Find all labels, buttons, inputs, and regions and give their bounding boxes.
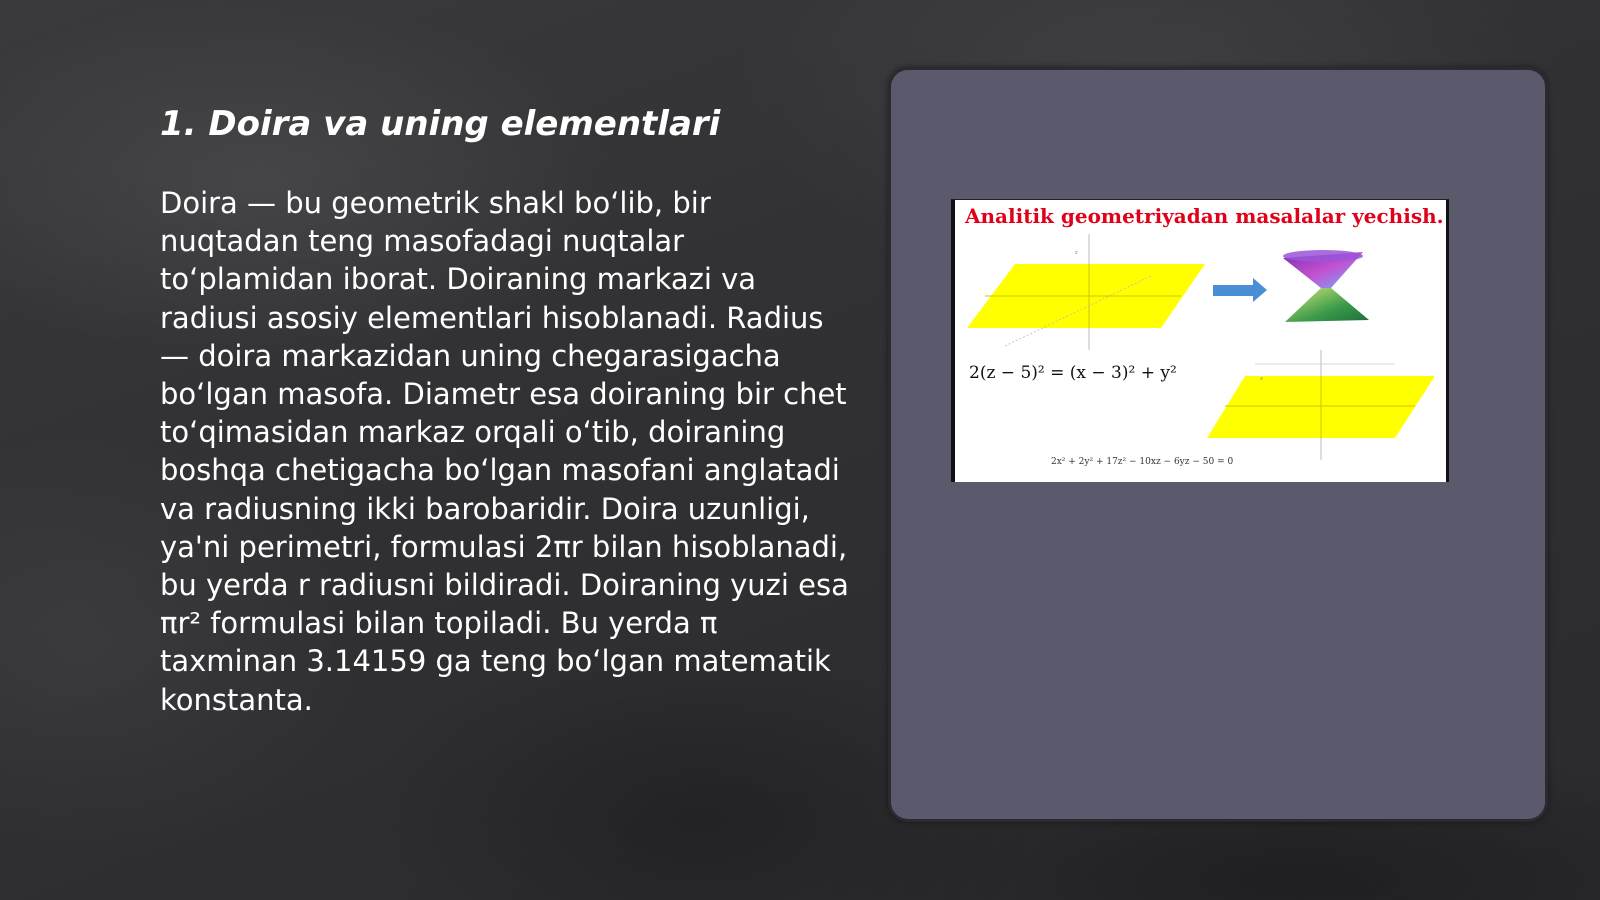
svg-text:x: x	[1260, 376, 1263, 382]
svg-text:z: z	[1075, 250, 1078, 256]
figure-formula: 2(z − 5)² = (x − 3)² + y²	[969, 363, 1177, 383]
plane-bottom-right	[1207, 350, 1435, 460]
cone-surface	[1283, 250, 1369, 322]
plane-top-left	[967, 234, 1205, 350]
slide-title: 1. Doira va uning elementlari	[160, 104, 721, 144]
figure-image	[951, 199, 1449, 482]
figure-title: Analitik geometriyadan masalalar yechish.	[965, 204, 1444, 228]
slide-body-text: Doira — bu geometrik shakl bo‘lib, bir nuqtadan teng masofadagi nuqtalar to‘plamidan iborat. Doiraning markazi va radiusi asosiy elementlari hisoblanadi. Radius — doira markazidan uning chegarasigacha bo‘lgan masofa. Diametr esa doiraning bir chet to‘qimasidan markaz orqali o‘tib, doiraning boshqa chetigacha bo‘lgan masofani anglatadi va radiusning ikki barobaridir. Doira uzunligi, ya'ni perimetri, formulasi 2πr bilan hisoblanadi, bu yerda r radiusni bildiradi. Doiraning yuzi esa πr² formulasi bilan topiladi. Bu yerda π taxminan 3.14159 ga teng bo‘lgan matematik konstanta.	[160, 186, 849, 717]
figure-subformula: 2x² + 2y² + 17z² − 10xz − 6yz − 50 = 0	[1051, 457, 1234, 467]
arrow-icon	[1213, 278, 1267, 302]
figure-illustration	[955, 200, 1446, 483]
